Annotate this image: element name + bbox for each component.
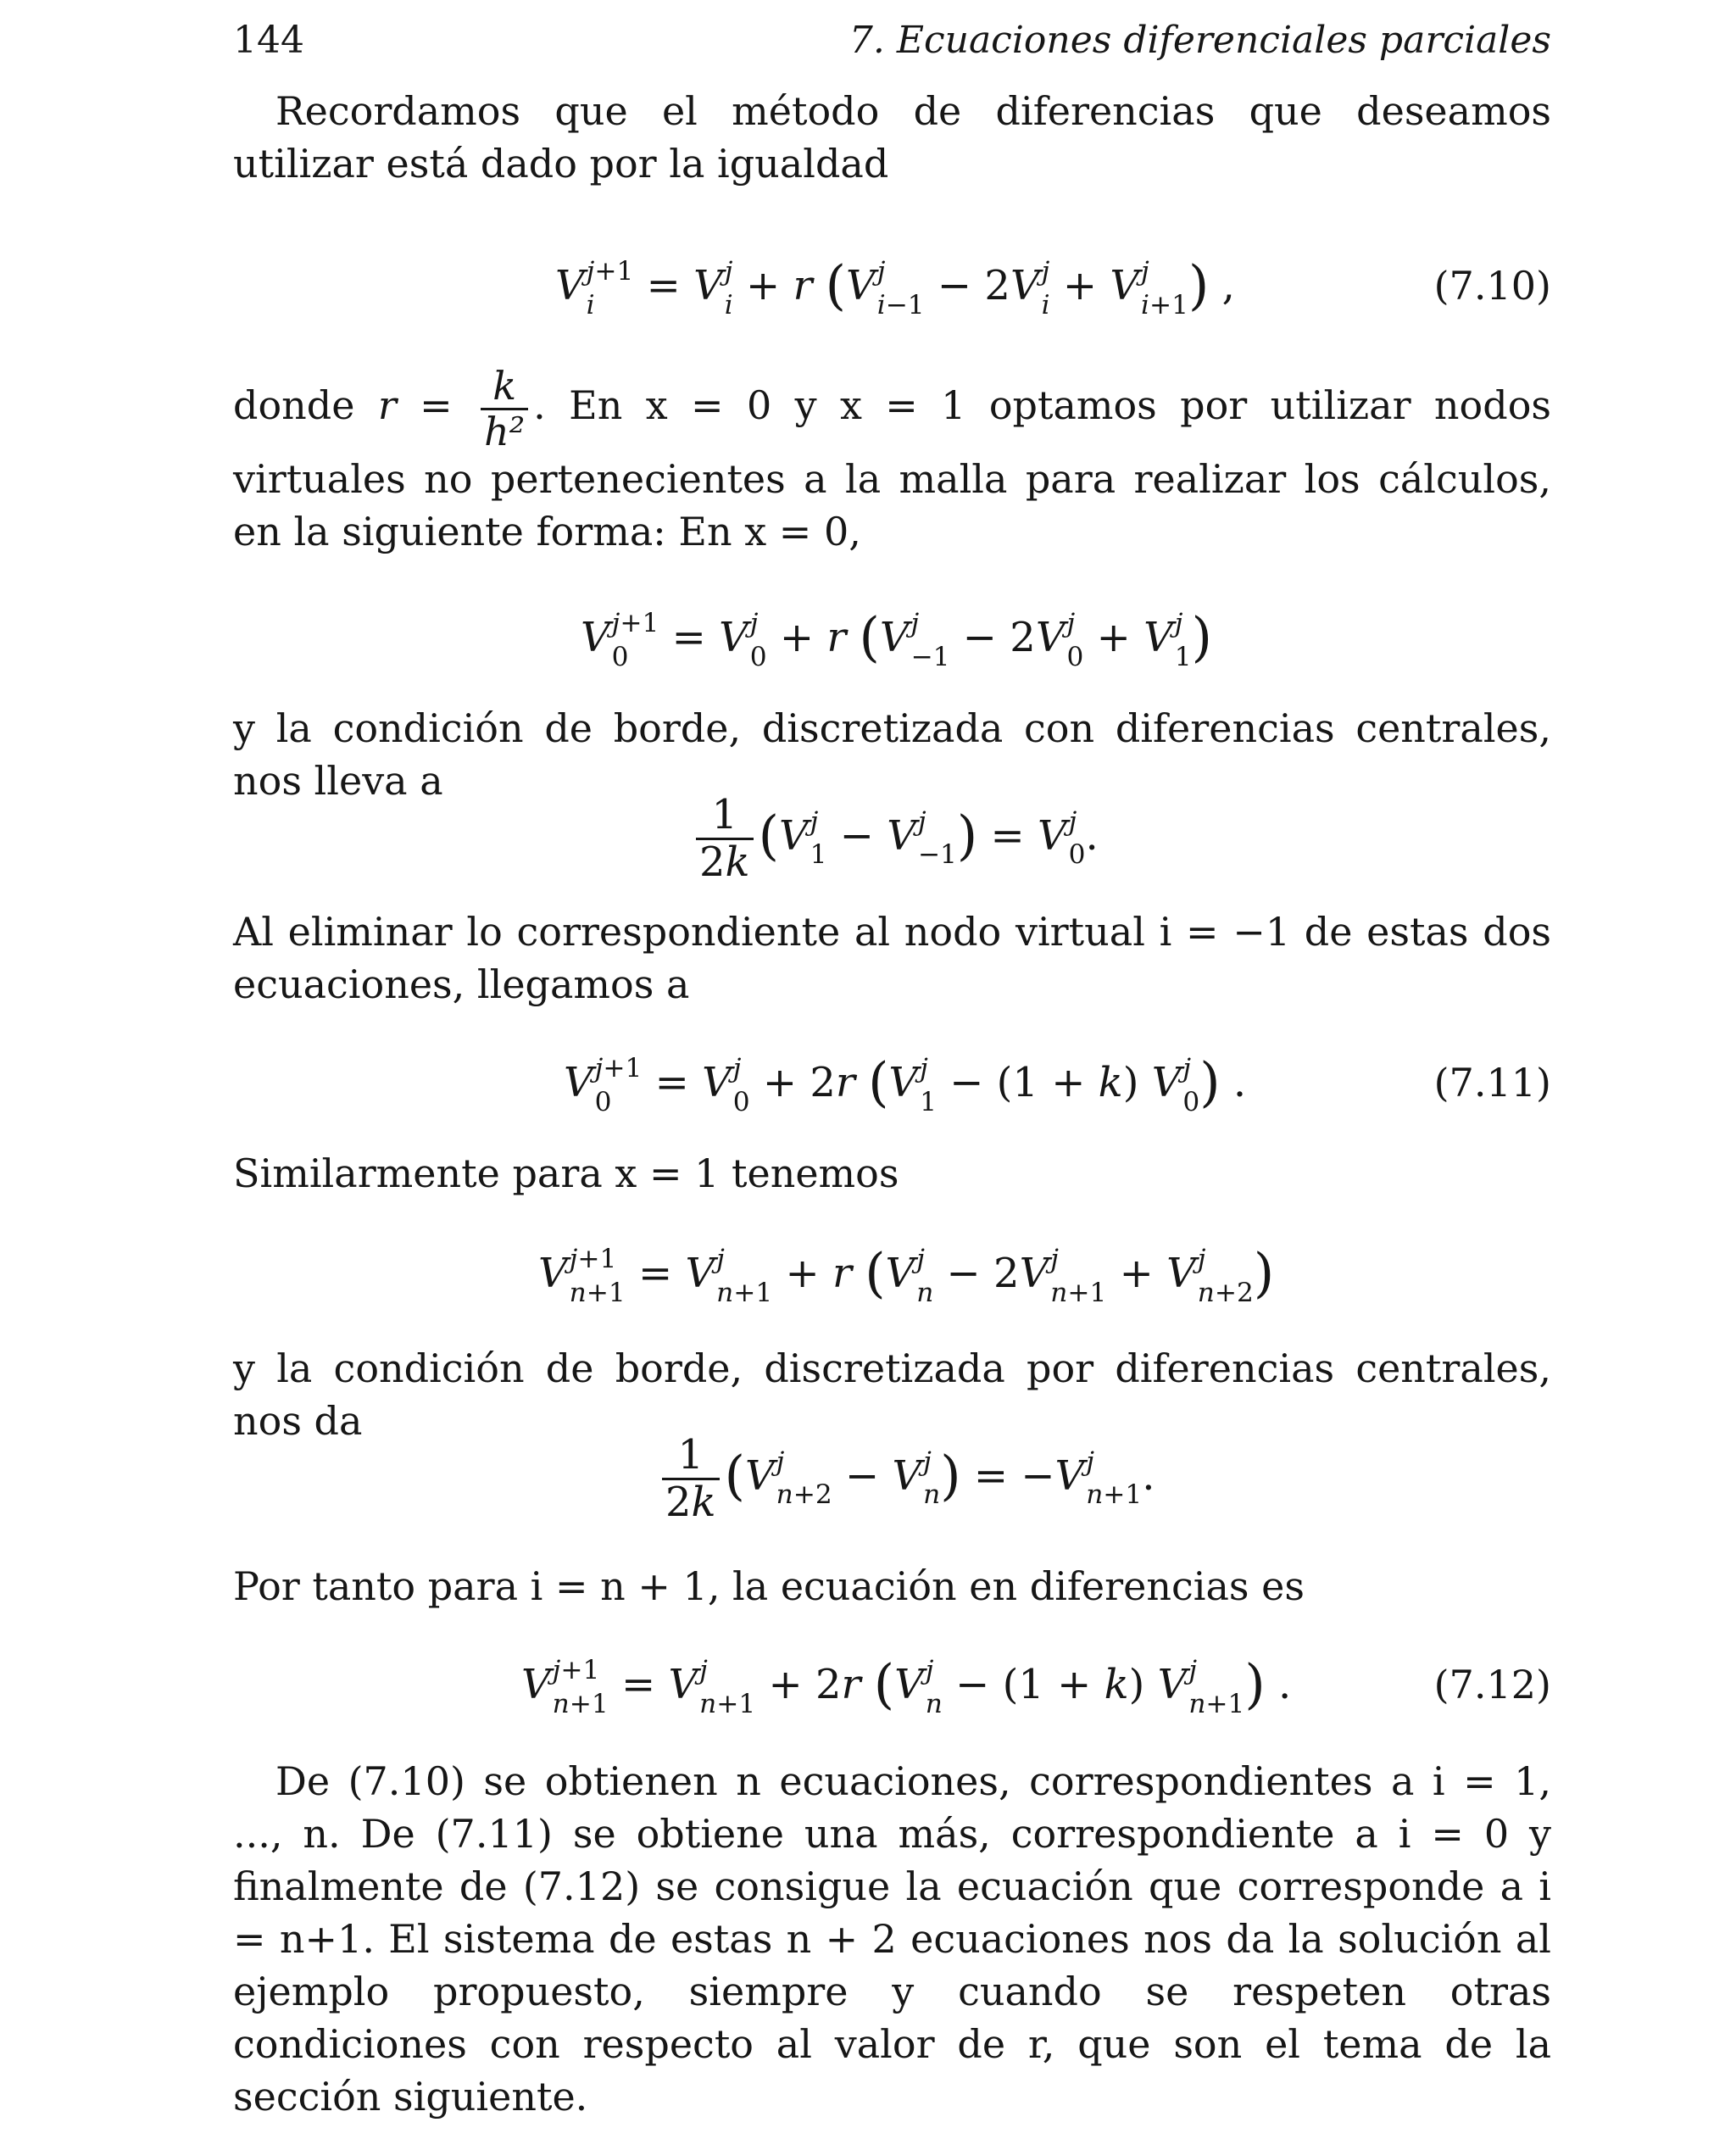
equation-boundary-end-formula: $\frac{1}{2k}$ (V j n+2 − V j n ) = −V j n+1 .	[657, 1433, 1155, 1525]
equation-boundary-zero-formula: $\frac{1}{2k}$ (V j 1 − V j −1 ) = V j 0 .	[691, 793, 1099, 885]
fraction-denominator: h²	[484, 408, 526, 454]
equation-7-10-label: (7.10)	[1433, 263, 1551, 309]
k-over-h2-fraction	[481, 365, 528, 453]
equation-7-10-formula: V j+1 i = V j i + r (V j i−1 − 2V j i + V j i+1 ) ,	[555, 254, 1235, 320]
paragraph-por-tanto: Por tanto para i = n + 1, la ecuación en diferencias es	[233, 1563, 1305, 1609]
page-number: 144	[233, 19, 304, 62]
paragraph-similarmente: Similarmente para x = 1 tenemos	[233, 1150, 899, 1196]
paragraph-donde-rest: . En x = 0 y x = 1 optamos por utilizar nodos virtuales no pertenecientes a la malla para realizar los cálculos, en la siguiente forma: En x = 0,	[233, 382, 1551, 555]
paragraph-intro: Recordamos que el método de diferencias que deseamos utilizar está dado por la igualdad	[233, 88, 1551, 187]
equation-7-11-formula: V j+1 0 = V j 0 + 2r (V j 1 − (1 + k) V j 0 ) .	[564, 1051, 1247, 1117]
r-equals: r =	[377, 382, 453, 429]
equation-boundary-end	[233, 1433, 1551, 1535]
running-header	[233, 19, 1551, 70]
fraction-numerator: k	[481, 365, 528, 410]
paragraph-conclusion: De (7.10) se obtienen n ecuaciones, correspondientes a i = 1, ..., n. De (7.11) se obtiene una más, correspondiente a i = 0 y finalmente de (7.12) se consigue la ecuación que corresponde a i = n+1. El sistema de estas n + 2 ecuaciones nos da la solución al ejemplo propuesto, siempre y cuando se respeten otras condiciones con respecto al valor de r, que son el tema de la sección siguiente.	[233, 1758, 1551, 2120]
chapter-title: 7. Ecuaciones diferenciales parciales	[849, 19, 1551, 62]
equation-node-end-formula: V j+1 n+1 = V j n+1 + r (V j n − 2V j n+1 + V j n+2 )	[538, 1242, 1275, 1308]
equation-7-12-label: (7.12)	[1433, 1662, 1551, 1707]
equation-node-zero	[233, 606, 1551, 708]
equation-node-end	[233, 1242, 1551, 1344]
donde-word: donde	[233, 382, 355, 429]
equation-7-12	[233, 1653, 1551, 1755]
paragraph-donde	[233, 365, 1551, 558]
paragraph-eliminar: Al eliminar lo correspondiente al nodo virtual i = −1 de estas dos ecuaciones, llegamos a	[233, 909, 1551, 1007]
paragraph-borde-1: y la condición de borde, discretizada con diferencias centrales, nos lleva a	[233, 705, 1551, 804]
equation-7-12-formula: V j+1 n+1 = V j n+1 + 2r (V j n − (1 + k) V j n+1 ) .	[521, 1653, 1292, 1719]
equation-boundary-zero	[233, 793, 1551, 894]
equation-node-zero-formula: V j+1 0 = V j 0 + r (V j −1 − 2V j 0 + V j 1 )	[581, 606, 1212, 672]
paragraph-borde-2: y la condición de borde, discretizada por diferencias centrales, nos da	[233, 1345, 1551, 1444]
equation-7-10	[233, 254, 1551, 356]
equation-7-11-label: (7.11)	[1433, 1060, 1551, 1106]
equation-7-11	[233, 1051, 1551, 1153]
